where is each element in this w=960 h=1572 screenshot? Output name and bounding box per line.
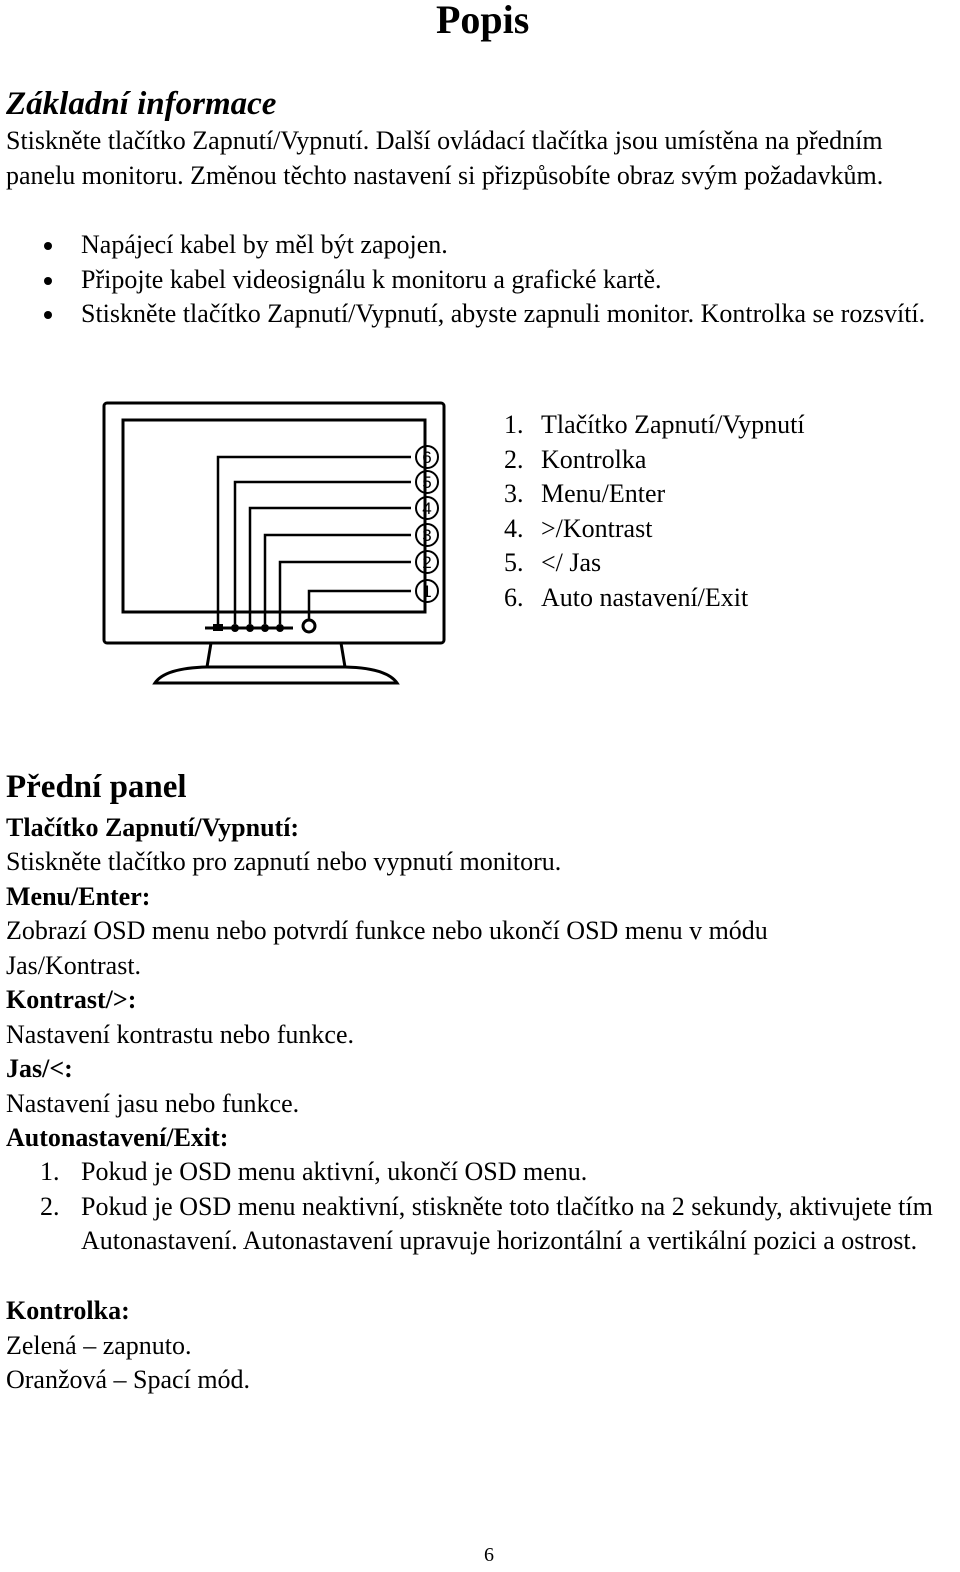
monitor-bezel-outer	[104, 403, 444, 643]
bullet-item: Stiskněte tlačítko Zapnutí/Vypnutí, abyste zapnuli monitor. Kontrolka se rozsvítí.	[40, 297, 960, 332]
leader-line-1	[309, 591, 411, 620]
callout-2: 2	[422, 553, 432, 572]
callout-3: 3	[422, 526, 432, 545]
legend-item: 4. >/Kontrast	[504, 513, 653, 543]
contrast-label: Kontrast/>:	[6, 985, 137, 1014]
leader-line-5	[235, 482, 411, 624]
callout-4: 4	[422, 499, 432, 518]
led-label: Kontrolka:	[6, 1296, 130, 1325]
legend-item: 2. Kontrolka	[504, 444, 647, 474]
basic-bullet-list	[40, 228, 960, 332]
monitor-neck	[207, 643, 345, 667]
section-heading-basic: Základní informace	[6, 86, 277, 122]
brightness-text: Nastavení jasu nebo funkce.	[6, 1089, 300, 1118]
led-green-text: Zelená – zapnuto.	[6, 1331, 192, 1360]
legend-item: 5. </ Jas	[504, 548, 602, 577]
menu-label: Menu/Enter:	[6, 882, 151, 911]
leader-line-4	[250, 508, 411, 624]
power-label: Tlačítko Zapnutí/Vypnutí:	[6, 813, 300, 842]
button-legend	[504, 408, 954, 615]
callout-5: 5	[422, 473, 432, 492]
bullet-item: Napájecí kabel by měl být zapojen.	[40, 228, 960, 263]
led-orange-text: Oranžová – Spací mód.	[6, 1365, 251, 1394]
page-title: Popis	[436, 0, 530, 42]
auto-label: Autonastavení/Exit:	[6, 1123, 229, 1152]
brightness-label: Jas/<:	[6, 1054, 73, 1083]
page-number: 6	[484, 1544, 494, 1566]
power-text: Stiskněte tlačítko pro zapnutí nebo vypnutí monitoru.	[6, 847, 562, 876]
leader-line-2	[280, 562, 411, 624]
power-button	[303, 620, 315, 632]
basic-intro: Stiskněte tlačítko Zapnutí/Vypnutí. Další ovládací tlačítka jsou umístěna na předním panelu monitoru. Změnou těchto nastavení si přizpůsobíte obraz svým požadavkům.	[6, 126, 884, 190]
section-heading-front-panel: Přední panel	[6, 769, 187, 805]
auto-list	[40, 1155, 940, 1259]
legend-item: 6. Auto nastavení/Exit	[504, 582, 749, 612]
callout-1: 1	[422, 582, 432, 601]
bullet-item: Připojte kabel videosignálu k monitoru a grafické kartě.	[40, 263, 960, 298]
monitor-base	[155, 667, 397, 683]
monitor-diagram	[95, 395, 455, 697]
menu-text: Zobrazí OSD menu nebo potvrdí funkce nebo ukončí OSD menu v módu Jas/Kontrast.	[6, 916, 768, 980]
monitor-screen	[123, 420, 425, 612]
callout-6: 6	[422, 448, 432, 467]
auto-list-item: 1. Pokud je OSD menu aktivní, ukončí OSD menu.	[40, 1157, 588, 1186]
auto-list-item: 2. Pokud je OSD menu neaktivní, stiskněte toto tlačítko na 2 sekundy, aktivujete tím Autonastavení. Autonastavení upravuje horizontální a vertikální pozici a ostrost.	[40, 1191, 933, 1255]
legend-item: 1. Tlačítko Zapnutí/Vypnutí	[504, 410, 805, 439]
contrast-text: Nastavení kontrastu nebo funkce.	[6, 1020, 355, 1049]
legend-item: 3. Menu/Enter	[504, 479, 666, 508]
